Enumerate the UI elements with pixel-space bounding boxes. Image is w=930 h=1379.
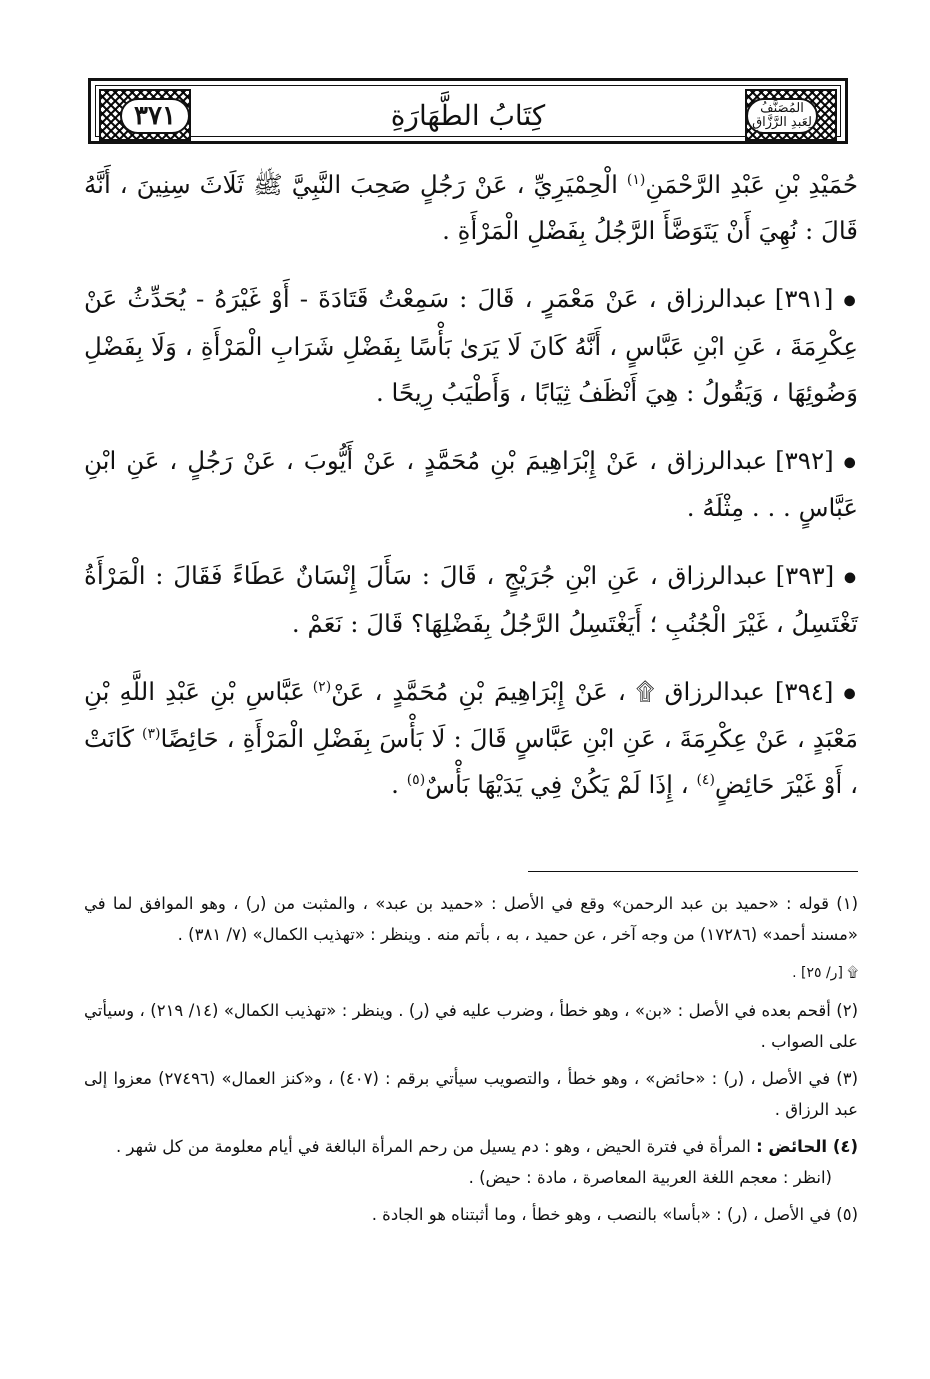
footnote-ref-5[interactable]: (٥) <box>406 771 426 788</box>
seal-line-1: المُصَنَّفُ <box>760 101 804 116</box>
bullet-icon: ● <box>843 454 858 470</box>
hadith-text-e: . <box>391 770 407 799</box>
footnote-ref-4[interactable]: (٤) <box>696 771 715 788</box>
hadith-text-d: ، إِذَا لَمْ يَكُنْ فِي يَدَيْهَا بَأْسٌ <box>425 770 697 799</box>
p1-text-a: حُمَيْدِ بْنِ عَبْدِ الرَّحْمَنِ <box>645 170 858 199</box>
footnote-mark <box>84 956 858 989</box>
bullet-icon: ● <box>843 292 858 309</box>
hadith-392 <box>84 438 858 532</box>
p1-text-b: الْحِمْيَرِيِّ ، عَنْ رَجُلٍ صَحِبَ النَّبِيَّ ﷺ ثَلَاثَ سِنِينَ ، أَنَّهُ قَالَ : نُهِيَ أَنْ يَتَوَضَّأَ الرَّجُلُ بِفَضْلِ الْمَرْأَةِ . <box>84 170 858 245</box>
hadith-text-a: عبدالرزاق ۩ ، عَنْ إِبْرَاهِيمَ بْنِ مُحَمَّدٍ ، عَنْ <box>331 676 775 706</box>
hadith-text: عبدالرزاق ، عَنْ مَعْمَرٍ ، قَالَ : سَمِعْتُ قَتَادَةَ - أَوْ غَيْرَهُ - يُحَدِّثُ عَنْ عِكْرِمَةَ ، عَنِ ابْنِ عَبَّاسٍ ، أَنَّهُ كَانَ لَا يَرَىٰ بَأْسًا بِفَضْلِ شَرَابِ الْمَرْأَةِ ، وَلَا بِفَضْلِ وَضُوئِهَا ، وَيَقُولُ : هِيَ أَنْظَفُ ثِيَابًا ، وَأَطْيَبُ رِيحًا . <box>84 284 858 407</box>
footnote-ref-3[interactable]: (٣) <box>142 725 161 742</box>
hadith-393 <box>84 553 858 647</box>
footnote-4-label: (٤) الحائض : <box>756 1137 858 1156</box>
footnote-4-continuation: (انظر : معجم اللغة العربية المعاصرة ، مادة : حيض) . <box>468 1168 832 1187</box>
page-header <box>88 78 848 144</box>
footnote-ref-2[interactable]: (٢) <box>312 678 332 695</box>
hadith-number: [٣٩٤] <box>774 676 834 706</box>
seal-line-2: لِعَبدِ الرَّزَّاقِ <box>752 115 812 130</box>
hadith-number: [٣٩٢] <box>775 445 834 475</box>
paragraph-1 <box>84 162 858 254</box>
footnote-5: (٥) في الأصل ، (ر) : «بأسا» بالنصب ، وهو خطأ ، وما أثبتناه هو الجادة . <box>371 1205 858 1224</box>
book-seal <box>746 98 818 134</box>
footnotes <box>84 888 858 1236</box>
page-number: ٣٧١ <box>120 98 190 134</box>
main-text <box>84 162 858 808</box>
footnote-3: (٣) في الأصل ، (ر) : «حائض» ، وهو خطأ ، والتصويب سيأتي برقم : (٤٠٧) ، و«كنز العمال» (٢٧٤٩٦) معزوا إلى عبد الرزاق . <box>84 1069 859 1119</box>
hadith-text-c: كَانَتْ ، أَوْ غَيْرَ حَائِضٍ <box>84 724 858 799</box>
footnote-mark-text: ۩ [ر/ ٢٥] . <box>792 965 858 981</box>
bullet-icon: ● <box>843 569 858 586</box>
hadith-text: عبدالرزاق ، عَنْ إِبْرَاهِيمَ بْنِ مُحَمَّدٍ ، عَنْ أَيُّوبَ ، عَنْ رَجُلٍ ، عَنِ ابْنِ عَبَّاسٍ . . . مِثْلَهُ . <box>84 445 858 522</box>
footnote-divider <box>528 871 858 872</box>
hadith-391 <box>84 276 858 416</box>
footnote-ref-1[interactable]: (١) <box>626 171 646 188</box>
header-frame <box>95 85 841 137</box>
bullet-icon: ● <box>843 685 858 701</box>
footnote-1: (١) قوله : «حميد بن عبد الرحمن» وقع في الأصل : «حميد بن عبد» ، والمثبت من (ر) ، وهو الموافق لما في «مسند أحمد» (١٧٢٨٦) من وجه آخر ، عن حميد ، به ، بأتم منه . وينظر : «تهذيب الكمال» (٧/ ٣٨١) . <box>84 894 858 944</box>
footnote-4-text: المرأة في فترة الحيض ، وهو : دم يسيل من رحم المرأة البالغة في أيام معلومة من كل شهر . <box>116 1137 757 1156</box>
hadith-number: [٣٩١] <box>774 284 834 313</box>
hadith-number: [٣٩٣] <box>775 561 835 590</box>
footnote-4 <box>84 1131 858 1193</box>
chapter-title: كِتَابُ الطَّهَارَةِ <box>390 98 546 132</box>
hadith-394 <box>84 669 858 809</box>
hadith-text: عبدالرزاق ، عَنِ ابْنِ جُرَيْجٍ ، قَالَ : سَأَلَ إِنْسَانٌ عَطَاءً فَقَالَ : الْمَرْأَةُ تَغْتَسِلُ ، غَيْرَ الْجُنُبِ ؛ أَيَغْتَسِلُ الرَّجُلُ بِفَضْلِهَا؟ قَالَ : نَعَمْ . <box>84 561 858 638</box>
footnote-2: (٢) أقحم بعده في الأصل : «بن» ، وهو خطأ ، وضرب عليه في (ر) . وينظر : «تهذيب الكمال» (١٤/ ٢١٩) ، وسيأتي على الصواب . <box>84 1001 858 1051</box>
hadith-text-b: عَبَّاسِ بْنِ عَبْدِ اللَّهِ بْنِ مَعْبَدٍ ، عَنْ عِكْرِمَةَ ، عَنِ ابْنِ عَبَّاسٍ قَالَ : لَا بَأْسَ بِفَضْلِ الْمَرْأَةِ ، حَائِضًا <box>84 676 858 753</box>
